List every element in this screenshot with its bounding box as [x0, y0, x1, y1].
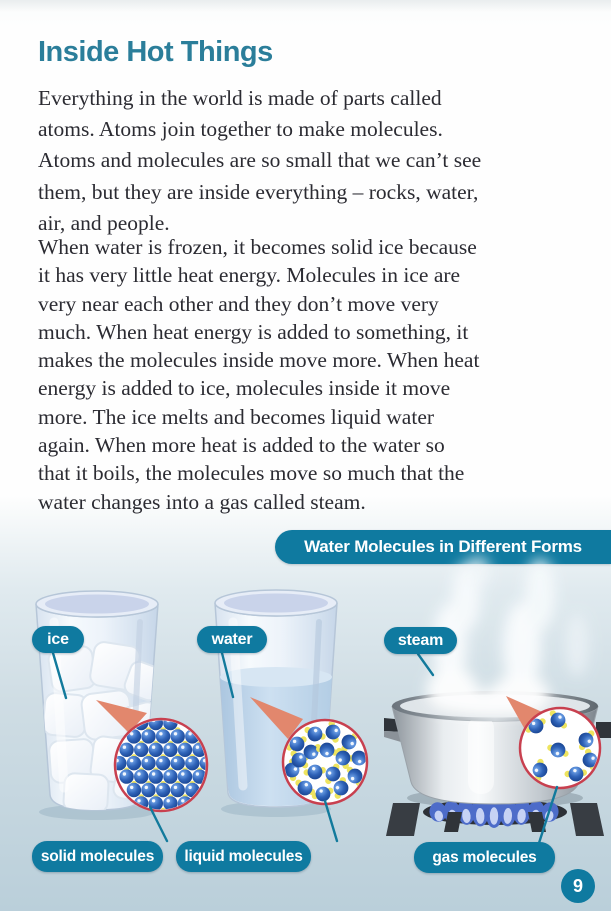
text-line: it has very little heat energy. Molecules in ice are — [38, 263, 461, 288]
magnifier-liquid — [281, 720, 372, 804]
label-ice-text: ice — [47, 630, 69, 648]
text-line: water changes into a gas called steam. — [38, 489, 366, 514]
label-liquid-molecules — [176, 841, 311, 872]
text-line: again. When more heat is added to the water so — [38, 433, 445, 458]
text-line: When water is frozen, it becomes solid ice because — [38, 235, 477, 259]
page-number-badge — [561, 869, 595, 903]
magnifier-gas — [520, 708, 600, 788]
text-line: much. When heat energy is added to something, it — [38, 319, 469, 344]
label-gas-text: gas molecules — [432, 848, 537, 866]
label-water — [197, 626, 267, 653]
text-line: that it boils, the molecules move so much that the — [38, 461, 465, 486]
text-line: air, and people. — [38, 210, 170, 235]
label-solid-molecules — [32, 841, 163, 872]
label-ice — [32, 626, 84, 653]
label-steam-text: steam — [397, 631, 444, 649]
text-line: energy is added to ice, molecules inside it move — [38, 376, 451, 401]
page-title: Inside Hot Things — [38, 36, 273, 68]
label-steam — [384, 627, 457, 654]
page-number: 9 — [572, 875, 583, 896]
text-line: atoms. Atoms join together to make molecules. — [38, 117, 443, 142]
label-water-text: water — [211, 630, 253, 648]
text-line: Atoms and molecules are so small that we can’t see — [38, 148, 482, 173]
label-gas-molecules — [414, 842, 555, 873]
text-line: very near each other and they don’t move very — [38, 291, 439, 316]
label-solid-text: solid molecules — [40, 847, 155, 865]
label-liquid-text: liquid molecules — [184, 847, 303, 865]
text-line: more. The ice melts and becomes liquid water — [38, 404, 435, 429]
text-line: them, but they are inside everything – rocks, water, — [38, 179, 479, 204]
text-line: Everything in the world is made of parts called — [38, 86, 442, 110]
text-line: makes the molecules inside move more. When heat — [38, 348, 480, 373]
figure-banner-label: Water Molecules in Different Forms — [304, 537, 582, 556]
